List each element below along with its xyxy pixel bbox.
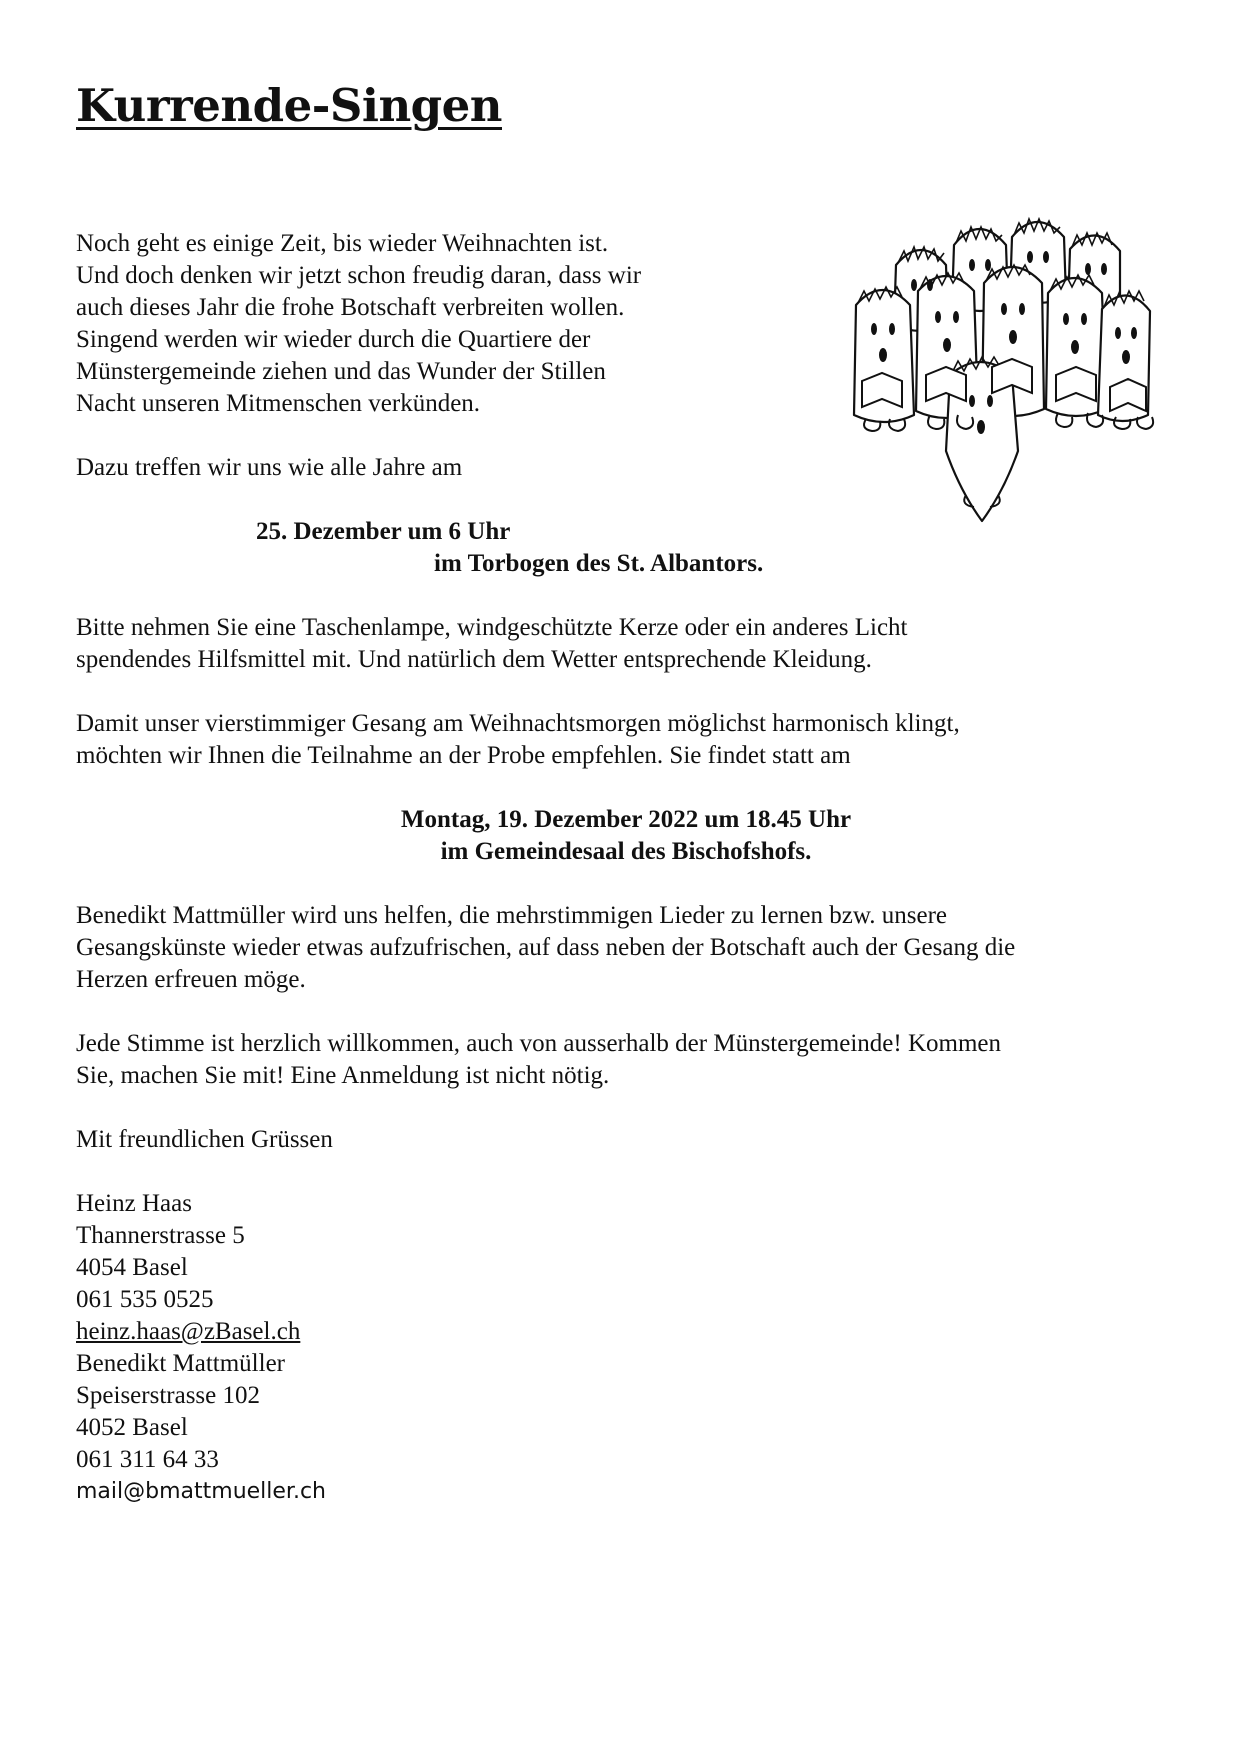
choir-singers-drawing-icon — [826, 205, 1166, 525]
contact2-phone: 061 311 64 33 — [76, 1446, 219, 1473]
rehearsal-block — [76, 804, 1176, 868]
bring-line: Bitte nehmen Sie eine Taschenlampe, windgeschützte Kerze oder ein anderes Licht — [76, 614, 908, 641]
meeting-place: im Torbogen des St. Albantors. — [434, 550, 764, 577]
intro-line: Singend werden wir wieder durch die Quartiere der — [76, 326, 591, 353]
closing-greeting: Mit freundlichen Grüssen — [76, 1126, 333, 1153]
contact1-city: 4054 Basel — [76, 1254, 188, 1281]
bring-paragraph — [76, 612, 908, 676]
intro-line: Noch geht es einige Zeit, bis wieder Weihnachten ist. — [76, 230, 609, 257]
rehearsal-intro-line: möchten wir Ihnen die Teilnahme an der Probe empfehlen. Sie findet statt am — [76, 742, 851, 769]
contact-block — [76, 1188, 326, 1508]
contact1-street: Thannerstrasse 5 — [76, 1222, 245, 1249]
intro-line: auch dieses Jahr die frohe Botschaft verbreiten wollen. — [76, 294, 625, 321]
rehearsal-intro-line: Damit unser vierstimmiger Gesang am Weihnachtsmorgen möglichst harmonisch klingt, — [76, 710, 960, 737]
intro-line: Und doch denken wir jetzt schon freudig daran, dass wir — [76, 262, 642, 289]
contact2-name: Benedikt Mattmüller — [76, 1350, 285, 1377]
contact1-name: Heinz Haas — [76, 1190, 192, 1217]
helper-line: Gesangskünste wieder etwas aufzufrischen, auf dass neben der Botschaft auch der Gesang die — [76, 934, 1016, 961]
intro-line: Münstergemeinde ziehen und das Wunder der Stillen — [76, 358, 606, 385]
meeting-intro: Dazu treffen wir uns wie alle Jahre am — [76, 454, 463, 481]
intro-paragraph — [76, 228, 641, 420]
contact1-phone: 061 535 0525 — [76, 1286, 214, 1313]
contact2-email: mail@bmattmueller.ch — [76, 1479, 326, 1504]
welcome-paragraph — [76, 1028, 1001, 1092]
welcome-line: Jede Stimme ist herzlich willkommen, auch von ausserhalb der Münstergemeinde! Kommen — [76, 1030, 1002, 1057]
rehearsal-place: im Gemeindesaal des Bischofshofs. — [440, 838, 812, 865]
rehearsal-intro-paragraph — [76, 708, 960, 772]
welcome-line: Sie, machen Sie mit! Eine Anmeldung ist nicht nötig. — [76, 1062, 610, 1089]
contact2-city: 4052 Basel — [76, 1414, 188, 1441]
helper-paragraph — [76, 900, 1015, 996]
meeting-date: 25. Dezember um 6 Uhr — [256, 518, 511, 545]
page-title: Kurrende-Singen — [76, 79, 502, 132]
bring-line: spendendes Hilfsmittel mit. Und natürlich dem Wetter entsprechende Kleidung. — [76, 646, 872, 673]
contact2-street: Speiserstrasse 102 — [76, 1382, 260, 1409]
helper-line: Benedikt Mattmüller wird uns helfen, die mehrstimmigen Lieder zu lernen bzw. unsere — [76, 902, 948, 929]
helper-line: Herzen erfreuen möge. — [76, 966, 306, 993]
intro-line: Nacht unseren Mitmenschen verkünden. — [76, 390, 481, 417]
rehearsal-date: Montag, 19. Dezember 2022 um 18.45 Uhr — [400, 806, 852, 833]
contact1-email-link[interactable]: heinz.haas@zBasel.ch — [76, 1318, 301, 1345]
